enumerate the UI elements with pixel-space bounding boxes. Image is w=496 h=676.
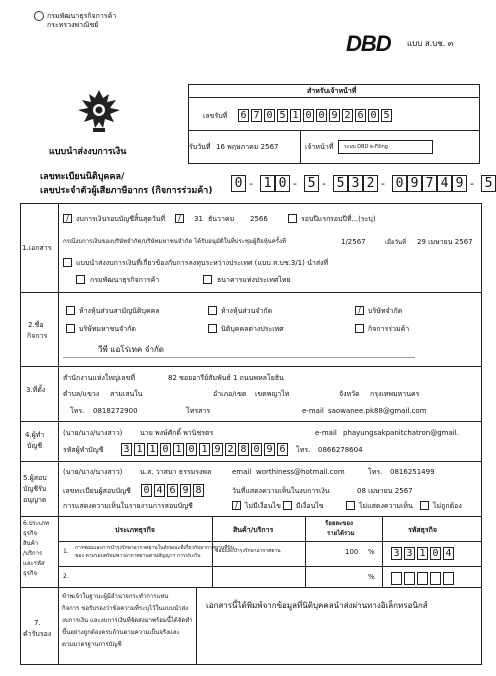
opinion-label: มีเงื่อนไข bbox=[296, 502, 324, 510]
receipt-digit: 0 bbox=[368, 109, 379, 122]
row-percent: 100 bbox=[345, 548, 359, 556]
fs-date-month: ธันวาคม bbox=[208, 215, 235, 223]
row-code-digit: 0 bbox=[430, 547, 441, 560]
license-digit: 6 bbox=[167, 484, 178, 497]
tax-id-digit: 7 bbox=[422, 175, 437, 192]
first-year-hint: รอบปีที่...(ระบุ) bbox=[330, 215, 376, 223]
fs-date-year: 2566 bbox=[250, 215, 268, 223]
accountant-name: นาย พงษ์ศักดิ์ พานิชรตร bbox=[140, 429, 214, 437]
receipt-digit: 7 bbox=[251, 109, 262, 122]
business-type-label: กิจการร่วมค้า bbox=[368, 325, 410, 333]
receipt-digit: 5 bbox=[381, 109, 392, 122]
row-number: 2. bbox=[63, 573, 69, 580]
section3-title: 3.ที่ตั้ง bbox=[26, 386, 46, 394]
accountant-id-digit: 8 bbox=[238, 443, 249, 456]
phone: 0818272900 bbox=[93, 407, 138, 415]
tax-id-digit: 5 bbox=[333, 175, 348, 192]
tax-id-digit: 9 bbox=[407, 175, 422, 192]
row-business-line2: ของ ตามรอบพร้อมพาวอากาศยานตามสัญญาฯ การประกัน bbox=[75, 553, 201, 559]
section6-title-line: ธุรกิจ bbox=[23, 530, 38, 537]
row-code-digit bbox=[430, 572, 441, 585]
opt-bot-checkbox[interactable] bbox=[203, 275, 212, 284]
section2-title-line1: 2.ชื่อ bbox=[28, 321, 44, 329]
col-code: รหัสธุรกิจ bbox=[408, 526, 438, 534]
auditor-email: worthiness@hotmail.com bbox=[256, 468, 345, 476]
section5-title-line1: 5.ผู้สอบ bbox=[23, 474, 47, 482]
accountant-id-digit: 1 bbox=[134, 443, 145, 456]
official-use-box bbox=[188, 84, 480, 164]
tax-id-label-line2: เลขประจำตัวผู้เสียภาษีอากร (กิจการร่วมค้า) bbox=[40, 186, 213, 196]
business-type-checkbox[interactable] bbox=[66, 306, 75, 315]
tax-id-separator: - bbox=[381, 177, 385, 190]
receipt-digit: 2 bbox=[342, 109, 353, 122]
receipt-digit: 0 bbox=[264, 109, 275, 122]
accountant-id-digit: 6 bbox=[277, 443, 288, 456]
section5-title-line3: อนุญาต bbox=[23, 496, 47, 504]
accountant-id-digit: 1 bbox=[199, 443, 210, 456]
doc-title: แบบนำส่งงบการเงิน bbox=[49, 147, 127, 157]
receipt-digit: 0 bbox=[303, 109, 314, 122]
meeting-date-label: เมื่อวันที่ bbox=[385, 239, 407, 246]
province-label: จังหวัด bbox=[339, 390, 360, 398]
tax-id-separator: - bbox=[293, 177, 297, 190]
company-name: วีพี แอโร่เทค จำกัด bbox=[98, 345, 164, 354]
col-percent-line1: ร้อยละของ bbox=[325, 520, 353, 527]
tax-id-digit: 5 bbox=[304, 175, 319, 192]
fs-date-checkbox[interactable]: / bbox=[175, 214, 184, 223]
form-code: แบบ ส.บช. ๓ bbox=[407, 39, 454, 48]
receipt-digit: 6 bbox=[355, 109, 366, 122]
received-date-label: รับวันที่ bbox=[189, 143, 211, 151]
accountant-id-digit: 9 bbox=[264, 443, 275, 456]
opt-dbd-label: กรมพัฒนาธุรกิจการค้า bbox=[90, 276, 160, 284]
accountant-id-digit: 1 bbox=[173, 443, 184, 456]
row-code-digit: 3 bbox=[404, 547, 415, 560]
receipt-digit: 9 bbox=[329, 109, 340, 122]
meeting-date: 29 เมษายน 2567 bbox=[417, 238, 473, 246]
business-type-checkbox[interactable] bbox=[66, 324, 75, 333]
tax-id-digit: 2 bbox=[363, 175, 378, 192]
opinion-label: ไม่ถูกต้อง bbox=[433, 502, 462, 510]
row-product: ซ่อมและบำรุงรักษาอากาศยาน bbox=[215, 548, 281, 554]
tax-id-separator: - bbox=[470, 177, 474, 190]
accountant-email: phayungsakpanitchatron@gmail. bbox=[343, 429, 459, 437]
tax-id-separator: - bbox=[322, 177, 326, 190]
district-label: อำเภอ/เขต bbox=[213, 390, 247, 398]
row-code-digit: 4 bbox=[443, 547, 454, 560]
fs-checkbox[interactable]: / bbox=[63, 214, 72, 223]
opt-dbd-checkbox[interactable] bbox=[76, 275, 85, 284]
tax-id-digit: 1 bbox=[260, 175, 275, 192]
business-type-checkbox[interactable] bbox=[208, 306, 217, 315]
section6-title-line: ธุรกิจ bbox=[23, 570, 38, 577]
garuda-emblem-icon bbox=[76, 88, 122, 134]
report-date-label: วันที่แสดงความเห็นในงบการเงิน bbox=[232, 487, 330, 495]
subdistrict: สามเสนใน bbox=[110, 390, 143, 398]
row-code-digit: 3 bbox=[391, 547, 402, 560]
tax-id-label-line1: เลขทะเบียนนิติบุคคล/ bbox=[40, 172, 125, 182]
opinion-checkbox[interactable]: / bbox=[232, 501, 241, 510]
row-percent-sign: % bbox=[368, 573, 375, 581]
auditor-email-label: email bbox=[232, 468, 252, 476]
accountant-id-digit: 1 bbox=[147, 443, 158, 456]
section4-title-line2: บัญชี bbox=[27, 442, 43, 450]
tax-id-digit: 0 bbox=[392, 175, 407, 192]
row-percent-sign: % bbox=[368, 548, 375, 556]
tax-id-digit: 0 bbox=[231, 175, 246, 192]
dept-name: กรมพัฒนาธุรกิจการค้า bbox=[47, 12, 117, 20]
section6-title-line: 6.ประเภท bbox=[23, 520, 49, 527]
tax-id-digit: 0 bbox=[275, 175, 290, 192]
accountant-id-label: รหัสผู้ทำบัญชี bbox=[63, 446, 104, 454]
license-digit: 0 bbox=[141, 484, 152, 497]
form31-checkbox[interactable] bbox=[63, 258, 72, 267]
receipt-digit: 1 bbox=[290, 109, 301, 122]
office-value: 82 ซอยอารีย์สัมพันธ์ 1 ถนนพหลโยธิน bbox=[168, 374, 284, 382]
row-code-digit bbox=[404, 572, 415, 585]
opinion-checkbox[interactable] bbox=[283, 501, 292, 510]
dept-logo-icon bbox=[34, 11, 44, 21]
auditor-name: น.ส. วาสนา ธรรมรงพล bbox=[140, 468, 212, 476]
business-type-label: นิติบุคคลต่างประเทศ bbox=[221, 325, 284, 333]
business-type-label: บริษัทมหาชนจำกัด bbox=[79, 325, 136, 333]
row-business-line1: การซ่อมและการบำรุงรักษาอากาศยานในลักษณะที่เกี่ยวกับอากาศยานที่บิน bbox=[75, 545, 235, 551]
accountant-id-digit: 0 bbox=[251, 443, 262, 456]
receipt-digit: 0 bbox=[316, 109, 327, 122]
col-business: ประเภทธุรกิจ bbox=[115, 526, 155, 534]
dbd-logo: DBD bbox=[346, 31, 391, 56]
row-code-digit bbox=[443, 572, 454, 585]
officer-label: เจ้าหน้าที่ bbox=[305, 143, 334, 151]
license-digit: 4 bbox=[154, 484, 165, 497]
license-label: เลขทะเบียนผู้สอบบัญชี bbox=[63, 487, 131, 495]
tax-id-digit: 4 bbox=[437, 175, 452, 192]
email-label: e-mail bbox=[302, 407, 324, 415]
opinion-label: ไม่มีเงื่อนไข bbox=[245, 502, 281, 510]
certification-line: ข้าพเจ้าในฐานะผู้มีอำนาจกระทำการแทน bbox=[62, 593, 169, 600]
received-date: 16 พฤษภาคม 2567 bbox=[216, 143, 279, 151]
license-digit: 8 bbox=[193, 484, 204, 497]
auditor-name-label: (นาย/นาง/นางสาว) bbox=[63, 468, 123, 476]
col-product: สินค้า/บริการ bbox=[233, 526, 274, 534]
section1-title: 1.เอกสาร bbox=[22, 244, 52, 252]
fs-label: งบการเงินรอบบัญชีสิ้นสุดวันที่ bbox=[76, 215, 166, 223]
section4-title-line1: 4.ผู้ทำ bbox=[25, 431, 45, 439]
accountant-id-digit: 9 bbox=[212, 443, 223, 456]
first-year-checkbox[interactable] bbox=[288, 214, 297, 223]
business-type-checkbox[interactable] bbox=[208, 324, 217, 333]
accountant-name-label: (นาย/นาง/นางสาว) bbox=[63, 429, 123, 437]
tax-id-digit: 9 bbox=[452, 175, 467, 192]
opt-bot-label: ธนาคารแห่งประเทศไทย bbox=[217, 276, 291, 284]
business-type-label: บริษัทจำกัด bbox=[368, 307, 403, 315]
electronic-note: เอกสารนี้ได้พิมพ์จากข้อมูลที่นิติบุคคลนำส่งผ่านทางอิเล็กทรอนิกส์ bbox=[206, 601, 428, 610]
auditor-phone-label: โทร. bbox=[368, 468, 383, 476]
email: saowanee.pk88@gmail.com bbox=[328, 407, 427, 415]
receipt-no-label: เลขรับที่ bbox=[203, 112, 228, 120]
fs-date-day: 31 bbox=[194, 215, 203, 223]
business-type-checkbox[interactable]: / bbox=[355, 306, 364, 315]
tax-id-digit: 3 bbox=[348, 175, 363, 192]
business-type-checkbox[interactable] bbox=[355, 324, 364, 333]
opinion-label: ไม่แสดงความเห็น bbox=[359, 502, 413, 510]
auditor-phone: 0816251499 bbox=[390, 468, 435, 476]
certification-line: กิจการ ขอรับรองว่าข้อความที่ระบุไว้ในแบบนำส่ง bbox=[62, 605, 189, 612]
official-use-title: สำหรับเจ้าหน้าที่ bbox=[307, 87, 357, 95]
meeting-text: กรณีงบการเงินของบริษัทจำกัด/บริษัทมหาชนจำกัด ได้รับอนุมัติในที่ประชุมผู้ถือหุ้นครั้งที่ bbox=[63, 238, 286, 245]
row-code-digit: 1 bbox=[417, 547, 428, 560]
certification-line: งบการเงิน และงบการเงินที่จัดส่งมาพร้อมนี้ได้จัดทำ bbox=[62, 617, 193, 624]
section6-title-line: /บริการ bbox=[23, 550, 43, 557]
tax-id-separator: - bbox=[249, 177, 253, 190]
accountant-id-digit: 3 bbox=[121, 443, 132, 456]
form31-text: แบบนำส่งงบการเงินที่เกี่ยวข้องกับการลงทุนระหว่างประเทศ (แบบ ส.บช.3/1) นำส่งที่ bbox=[76, 259, 329, 267]
accountant-id-digit: 2 bbox=[225, 443, 236, 456]
row-code-digit bbox=[417, 572, 428, 585]
section6-title-line: และรหัส bbox=[23, 560, 45, 567]
receipt-digit: 6 bbox=[238, 109, 249, 122]
row-number: 1. bbox=[63, 548, 69, 555]
section6-title-line: สินค้า bbox=[23, 540, 39, 547]
accountant-id-digit: 0 bbox=[160, 443, 171, 456]
office-label: สำนักงานแห่งใหญ่เลขที่ bbox=[63, 374, 135, 382]
accountant-phone-label: โทร. bbox=[296, 446, 311, 454]
row-code-digit bbox=[391, 572, 402, 585]
section7-title-line1: 7. bbox=[34, 619, 41, 627]
accountant-id-digit: 0 bbox=[186, 443, 197, 456]
fax-label: โทรสาร bbox=[186, 407, 211, 415]
report-date: 08 เมษายน 2567 bbox=[357, 487, 413, 495]
district: เขตพญาไท bbox=[255, 390, 290, 398]
meeting-no: 1/2567 bbox=[341, 238, 366, 246]
business-type-label: ห้างหุ้นส่วนจำกัด bbox=[221, 307, 273, 315]
first-year-label: รอบปีแรก bbox=[301, 215, 331, 223]
officer-value: ระบบ DBD e-Filing bbox=[344, 144, 388, 150]
accountant-email-label: e-mail bbox=[315, 429, 337, 437]
license-digit: 9 bbox=[180, 484, 191, 497]
certification-line: ขึ้นอย่างถูกต้องครบถ้วนตามความเป็นจริงและ bbox=[62, 629, 180, 636]
phone-label: โทร. bbox=[70, 407, 85, 415]
ministry-name: กระทรวงพาณิชย์ bbox=[47, 21, 99, 29]
section2-title-line2: กิจการ bbox=[27, 332, 48, 340]
tax-id-digit: 5 bbox=[481, 175, 496, 192]
business-type-label: ห้างหุ้นส่วนสามัญนิติบุคคล bbox=[79, 307, 160, 315]
section7-title-line2: คำรับรอง bbox=[23, 630, 52, 638]
section5-title-line2: บัญชีรับ bbox=[23, 485, 47, 493]
opinion-checkbox[interactable] bbox=[420, 501, 429, 510]
certification-line: ตามมาตรฐานการบัญชี bbox=[62, 641, 122, 648]
receipt-digit: 5 bbox=[277, 109, 288, 122]
province: กรุงเทพมหานคร bbox=[370, 390, 420, 398]
col-percent-line2: รายได้รวม bbox=[327, 530, 355, 537]
opinion-checkbox[interactable] bbox=[346, 501, 355, 510]
opinion-label: การแสดงความเห็นในรายงานการสอบบัญชี bbox=[63, 502, 193, 510]
subdistrict-label: ตำบล/แขวง bbox=[63, 390, 100, 398]
accountant-phone: 0866278604 bbox=[318, 446, 363, 454]
